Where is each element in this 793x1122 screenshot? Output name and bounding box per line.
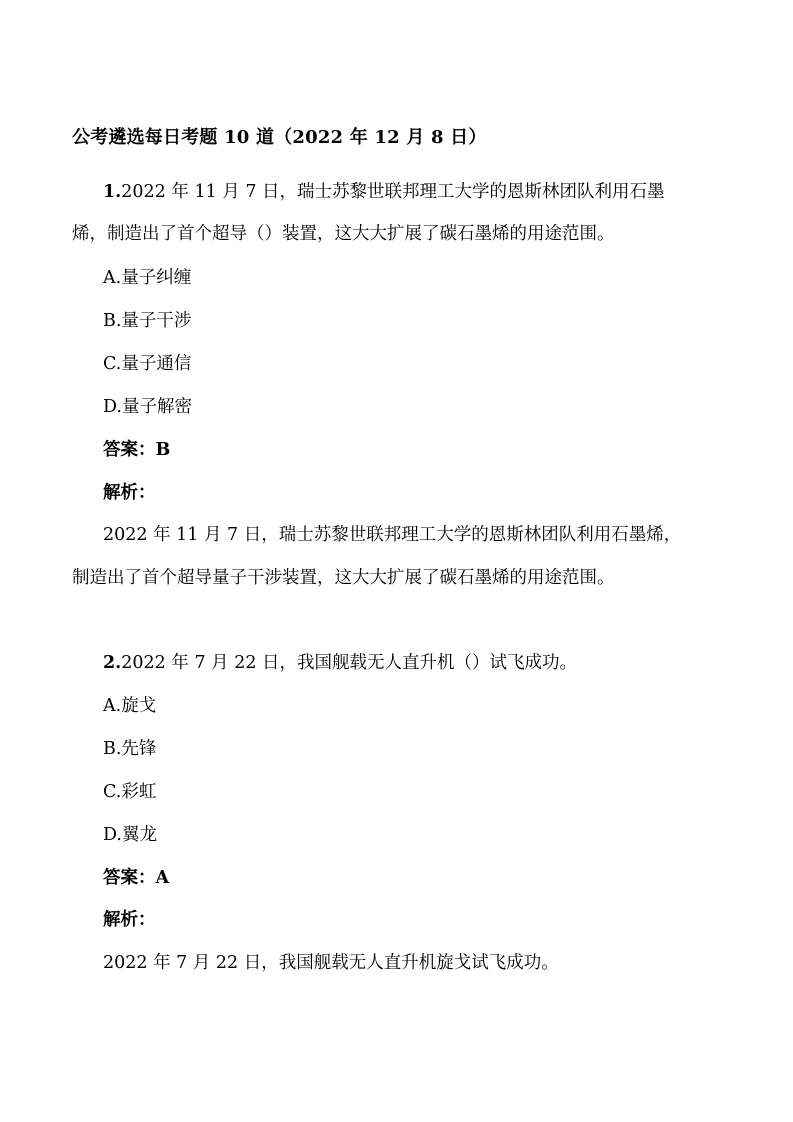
question-1-option-c: C.量子通信: [103, 354, 192, 374]
question-1-stem: [103, 178, 665, 203]
question-2-analysis-label: 解析：: [103, 910, 156, 930]
question-1-answer: 答案：B: [103, 440, 171, 460]
question-2-answer: 答案：A: [103, 868, 170, 888]
page-title: 公考遴选每日考题 10 道（2022 年 12 月 8 日）: [72, 127, 487, 148]
question-2-stem: [103, 649, 577, 674]
question-1-option-d: D.量子解密: [103, 397, 192, 417]
question-2-analysis: 2022 年 7 月 22 日，我国舰载无人直升机旋戈试飞成功。: [103, 953, 559, 973]
question-1-analysis: 2022 年 11 月 7 日，瑞士苏黎世联邦理工大学的恩斯林团队利用石墨烯，: [103, 525, 682, 545]
question-2-option-b: B.先锋: [103, 739, 157, 759]
question-2-option-d: D.翼龙: [103, 825, 157, 845]
question-1-option-a: A.量子纠缠: [103, 268, 192, 288]
question-number: 1.: [103, 182, 122, 202]
question-2-option-a: A.旋戈: [103, 696, 157, 716]
question-1-analysis-cont: 制造出了首个超导量子干涉装置，这大大扩展了碳石墨烯的用途范围。: [72, 568, 615, 588]
question-2-option-c: C.彩虹: [103, 782, 157, 802]
question-stem-text: 2022 年 11 月 7 日，瑞士苏黎世联邦理工大学的恩斯林团队利用石墨: [121, 182, 665, 202]
question-1-option-b: B.量子干涉: [103, 311, 192, 331]
question-stem-text: 2022 年 7 月 22 日，我国舰载无人直升机（）试飞成功。: [121, 653, 578, 673]
question-1-stem-cont: 烯，制造出了首个超导（）装置，这大大扩展了碳石墨烯的用途范围。: [72, 224, 615, 244]
question-1-analysis-label: 解析：: [103, 483, 156, 503]
question-number: 2.: [103, 653, 122, 673]
